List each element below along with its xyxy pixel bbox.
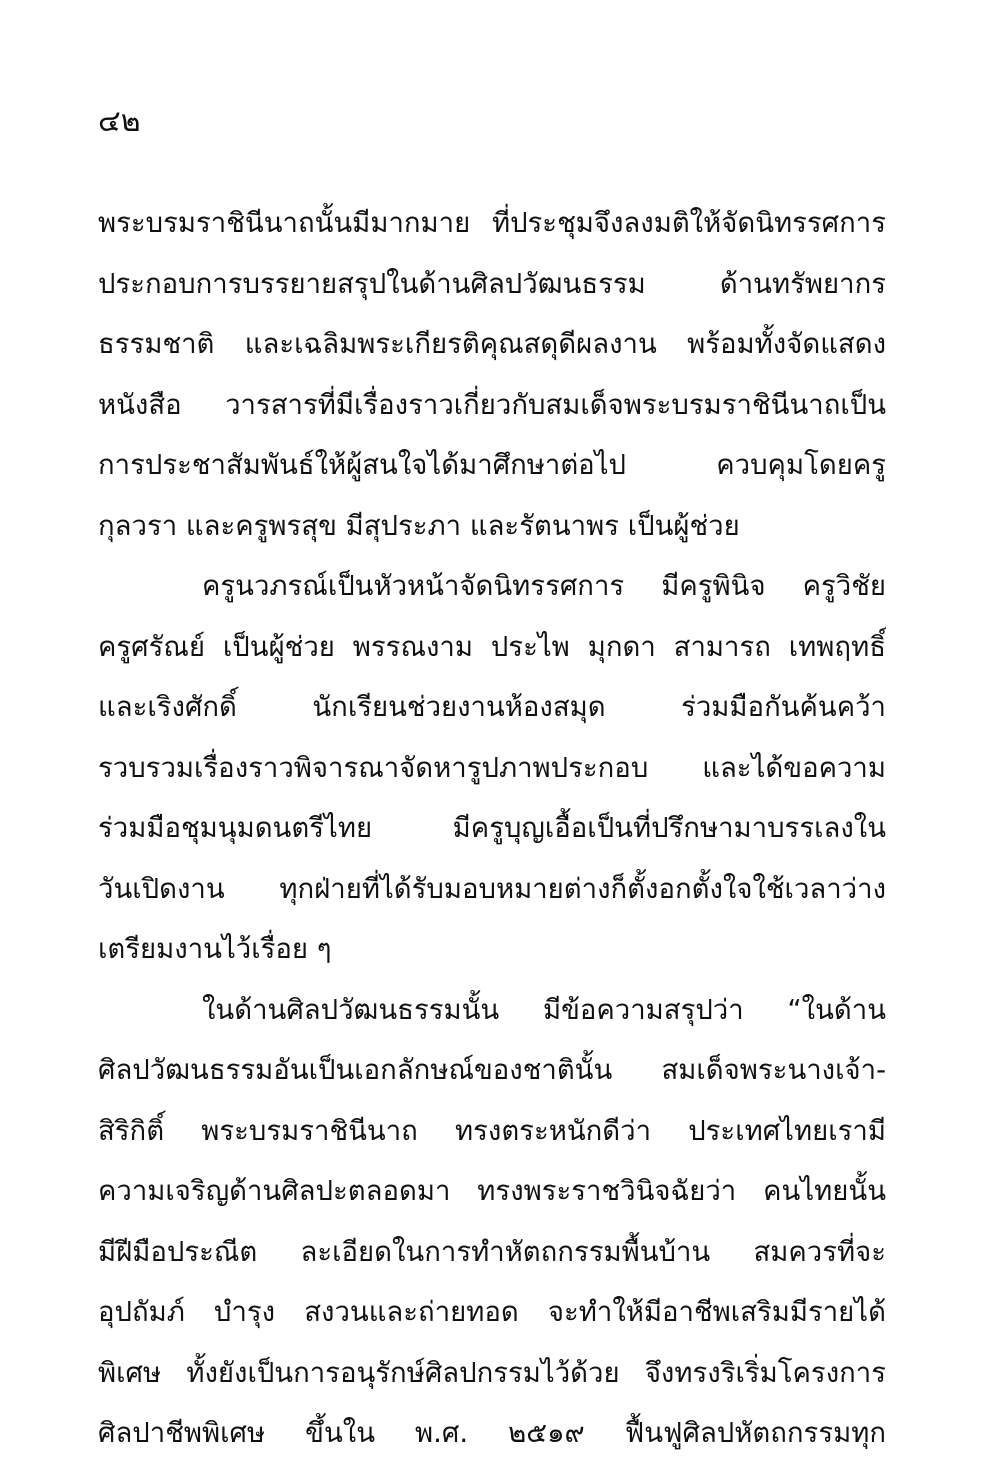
text-line: ธรรมชาติ และเฉลิมพระเกียรติคุณสดุดีผลงาน พร้อมทั้งจัดแสดง [98, 328, 886, 360]
page-number: ๔๒ [98, 104, 141, 139]
text-line: เตรียมงานไว้เรื่อย ๆ [98, 933, 332, 965]
text-line: อุปถัมภ์ บำรุง สงวนและถ่ายทอด จะทำให้มีอาชีพเสริมมีรายได้ [98, 1296, 886, 1328]
text-line: ศิลปาชีพพิเศษ ขึ้นใน พ.ศ. ๒๕๑๙ ฟื้นฟูศิลปหัตถกรรมทุก [98, 1417, 886, 1449]
text-line: หนังสือ วารสารที่มีเรื่องราวเกี่ยวกับสมเด็จพระบรมราชินีนาถเป็น [98, 388, 886, 421]
text-line: และเริงศักดิ์ นักเรียนช่วยงานห้องสมุด ร่วมมือกันค้นคว้า [98, 691, 886, 723]
body-text [98, 193, 886, 1464]
paragraph-first-line: ครูนวภรณ์เป็นหัวหน้าจัดนิทรรศการ มีครูพินิจ ครูวิชัย [202, 570, 886, 602]
text-line: พิเศษ ทั้งยังเป็นการอนุรักษ์ศิลปกรรมไว้ด้วย จึงทรงริเริ่มโครงการ [98, 1356, 886, 1389]
paragraph-first-line: ในด้านศิลปวัฒนธรรมนั้น มีข้อความสรุปว่า “ในด้าน [202, 993, 886, 1026]
text-line: พระบรมราชินีนาถนั้นมีมากมาย ที่ประชุมจึงลงมติให้จัดนิทรรศการ [98, 207, 886, 239]
text-line: ศิลปวัฒนธรรมอันเป็นเอกลักษณ์ของชาตินั้น สมเด็จพระนางเจ้า- [98, 1054, 886, 1086]
text-line: สิริกิติ์ พระบรมราชินีนาถ ทรงตระหนักดีว่า ประเทศไทยเรามี [98, 1114, 886, 1147]
text-line: รวบรวมเรื่องราวพิจารณาจัดหารูปภาพประกอบ และได้ขอความ [98, 751, 886, 784]
text-line: การประชาสัมพันธ์ให้ผู้สนใจได้มาศึกษาต่อไป ควบคุมโดยครู [98, 449, 886, 481]
text-line: ประกอบการบรรยายสรุปในด้านศิลปวัฒนธรรม ด้านทรัพยากร [98, 267, 886, 300]
text-line: วันเปิดงาน ทุกฝ่ายที่ได้รับมอบหมายต่างก็ตั้งอกตั้งใจใช้เวลาว่าง [98, 872, 886, 905]
text-line: มีฝีมือประณีต ละเอียดในการทำหัตถกรรมพื้นบ้าน สมควรที่จะ [98, 1235, 886, 1268]
text-line: กุลวรา และครูพรสุข มีสุประภา และรัตนาพร เป็นผู้ช่วย [98, 509, 740, 542]
text-line: ครูศรัณย์ เป็นผู้ช่วย พรรณงาม ประไพ มุกดา สามารถ เทพฤทธิ์ [98, 630, 886, 663]
text-line: ความเจริญด้านศิลปะตลอดมา ทรงพระราชวินิจฉัยว่า คนไทยนั้น [98, 1175, 886, 1207]
text-line: ร่วมมือชุมนุมดนตรีไทย มีครูบุญเอื้อเป็นที่ปรึกษามาบรรเลงใน [98, 812, 886, 844]
